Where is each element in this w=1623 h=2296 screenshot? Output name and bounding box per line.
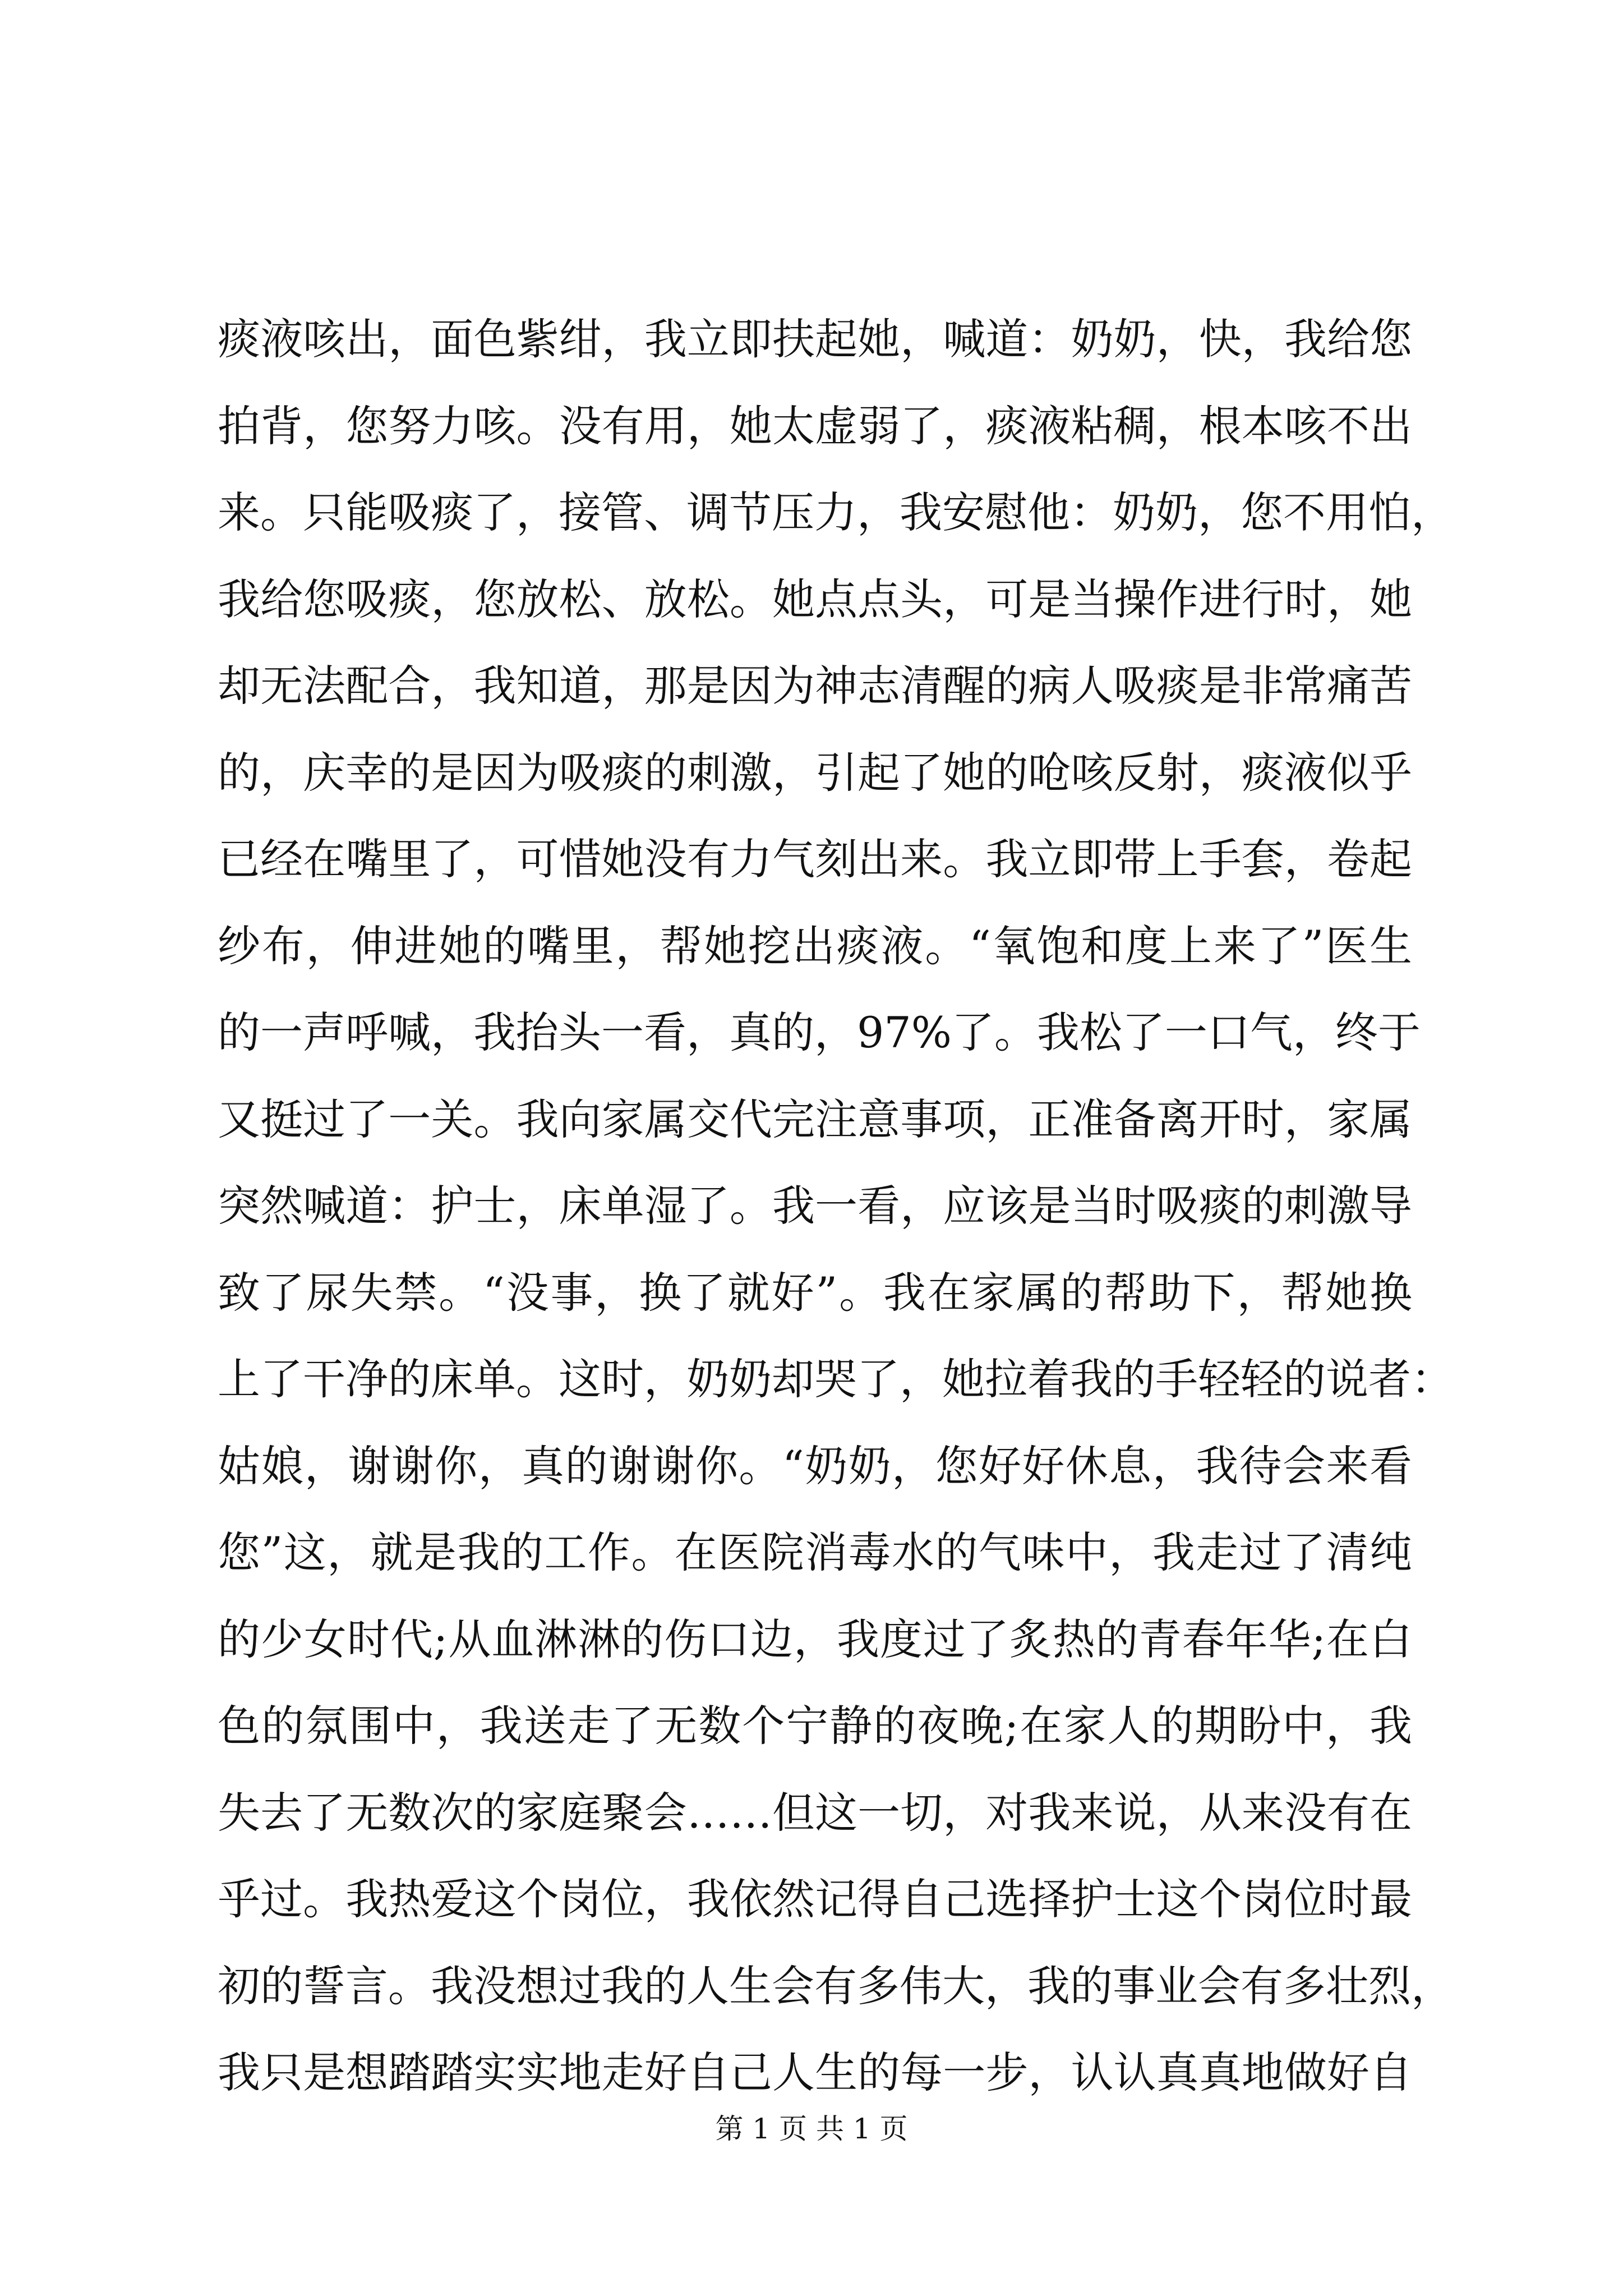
text-line: 痰液咳出，面色紫绀，我立即扶起她，喊道：奶奶，快，我给您 <box>218 314 1412 364</box>
text-line: 姑娘，谢谢你，真的谢谢你。“奶奶，您好好休息，我待会来看 <box>218 1441 1412 1491</box>
text-line: 致了尿失禁。“没事，换了就好”。我在家属的帮助下，帮她换 <box>218 1267 1412 1318</box>
text-line: 来。只能吸痰了，接管、调节压力，我安慰他：奶奶，您不用怕， <box>218 487 1454 537</box>
text-line: 已经在嘴里了，可惜她没有力气刻出来。我立即带上手套，卷起 <box>218 834 1412 884</box>
text-line: 却无法配合，我知道，那是因为神志清醒的病人吸痰是非常痛苦 <box>218 661 1412 711</box>
text-line: 初的誓言。我没想过我的人生会有多伟大，我的事业会有多壮烈， <box>218 1961 1454 2011</box>
text-line: 色的氛围中，我送走了无数个宁静的夜晚;在家人的期盼中，我 <box>218 1701 1412 1751</box>
text-line: 的一声呼喊，我抬头一看，真的，97%了。我松了一口气，终于 <box>218 1007 1421 1057</box>
text-line: 失去了无数次的家庭聚会……但这一切，对我来说，从来没有在 <box>218 1787 1412 1838</box>
body-text <box>218 296 1454 2116</box>
text-line: 突然喊道：护士，床单湿了。我一看，应该是当时吸痰的刺激导 <box>218 1181 1412 1231</box>
text-line: 又挺过了一关。我向家属交代完注意事项，正准备离开时，家属 <box>218 1094 1412 1144</box>
text-line: 的，庆幸的是因为吸痰的刺激，引起了她的呛咳反射，痰液似乎 <box>218 747 1412 798</box>
text-line: 我给您吸痰，您放松、放松。她点点头，可是当操作进行时，她 <box>218 574 1412 624</box>
text-line: 纱布，伸进她的嘴里，帮她挖出痰液。“氧饱和度上来了”医生 <box>218 921 1412 971</box>
page-footer: 第 1 页 共 1 页 <box>715 2113 908 2145</box>
text-line: 拍背，您努力咳。没有用，她太虚弱了，痰液粘稠，根本咳不出 <box>218 401 1412 451</box>
text-line: 的少女时代;从血淋淋的伤口边，我度过了炙热的青春年华;在白 <box>218 1614 1412 1664</box>
text-line: 您”这，就是我的工作。在医院消毒水的气味中，我走过了清纯 <box>218 1527 1412 1577</box>
text-line: 上了干净的床单。这时，奶奶却哭了，她拉着我的手轻轻的说者： <box>218 1354 1454 1404</box>
text-line: 乎过。我热爱这个岗位，我依然记得自己选择护士这个岗位时最 <box>218 1874 1412 1924</box>
text-line: 我只是想踏踏实实地走好自己人生的每一步，认认真真地做好自 <box>218 2047 1412 2097</box>
